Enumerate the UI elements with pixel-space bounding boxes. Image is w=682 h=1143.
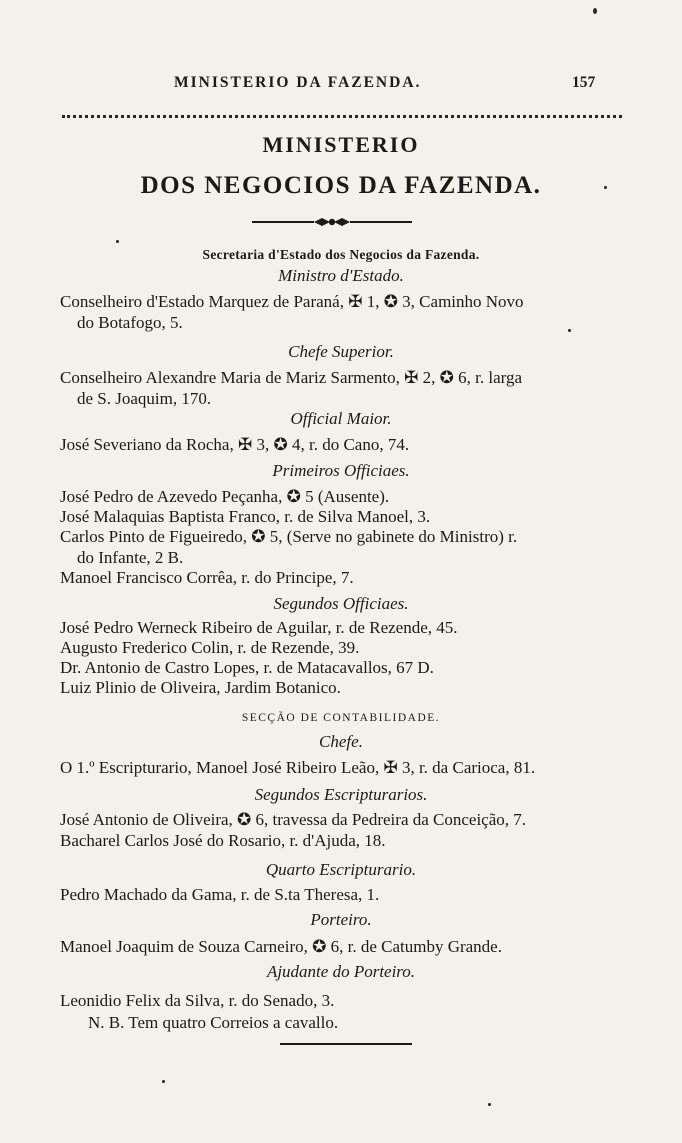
staff-entry: José Pedro Werneck Ribeiro de Aguilar, r. de Rezende, 45. bbox=[60, 618, 458, 637]
staff-entry: Dr. Antonio de Castro Lopes, r. de Matacavallos, 67 D. bbox=[60, 658, 434, 677]
staff-entry: Manoel Francisco Corrêa, r. do Principe, 7. bbox=[60, 568, 354, 587]
staff-entry-continuation: do Infante, 2 B. bbox=[77, 548, 184, 567]
staff-entry: José Antonio de Oliveira, ✪ 6, travessa da Pedreira da Conceição, 7. bbox=[60, 810, 527, 829]
staff-entry: José Severiano da Rocha, ✠ 3, ✪ 4, r. do Cano, 74. bbox=[60, 435, 410, 454]
section-title: Secretaria d'Estado dos Negocios da Fazenda. bbox=[202, 247, 480, 262]
ministry-title-line2: DOS NEGOCIOS DA FAZENDA. bbox=[140, 172, 542, 199]
staff-entry: Conselheiro Alexandre Maria de Mariz Sarmento, ✠ 2, ✪ 6, r. larga bbox=[60, 368, 523, 387]
role-heading: Quarto Escripturario. bbox=[265, 860, 417, 879]
role-heading: Chefe Superior. bbox=[288, 342, 394, 361]
role-heading: Chefe. bbox=[319, 732, 363, 751]
role-heading: Official Maior. bbox=[290, 409, 392, 428]
page-number: 157 bbox=[572, 74, 596, 91]
staff-entry: Conselheiro d'Estado Marquez de Paraná, ✠ 1, ✪ 3, Caminho Novo bbox=[60, 292, 524, 311]
staff-entry: Bacharel Carlos José do Rosario, r. d'Ajuda, 18. bbox=[60, 831, 386, 850]
ink-speck bbox=[568, 329, 571, 332]
role-heading: Segundos Escripturarios. bbox=[254, 785, 428, 804]
staff-entry: O 1.º Escripturario, Manoel José Ribeiro Leão, ✠ 3, r. da Carioca, 81. bbox=[60, 758, 536, 777]
note-line: N. B. Tem quatro Correios a cavallo. bbox=[88, 1013, 339, 1032]
ink-speck bbox=[116, 240, 119, 243]
running-head bbox=[0, 72, 682, 98]
header-rule bbox=[62, 115, 622, 118]
staff-entry: Manoel Joaquim de Souza Carneiro, ✪ 6, r. de Catumby Grande. bbox=[60, 937, 502, 956]
role-heading: Ajudante do Porteiro. bbox=[266, 962, 416, 981]
running-head-title: MINISTERIO DA FAZENDA. bbox=[174, 74, 422, 91]
ink-speck bbox=[593, 8, 597, 14]
role-heading: Porteiro. bbox=[310, 910, 372, 929]
ink-speck bbox=[604, 186, 607, 189]
ornament-divider-icon bbox=[252, 216, 412, 228]
staff-entry-continuation: de S. Joaquim, 170. bbox=[77, 389, 212, 408]
staff-entry: José Malaquias Baptista Franco, r. de Silva Manoel, 3. bbox=[60, 507, 431, 526]
role-heading: Primeiros Officiaes. bbox=[272, 461, 410, 480]
staff-entry: Carlos Pinto de Figueiredo, ✪ 5, (Serve no gabinete do Ministro) r. bbox=[60, 527, 518, 546]
ink-speck bbox=[162, 1080, 165, 1083]
end-rule bbox=[280, 1043, 412, 1045]
staff-entry: Luiz Plinio de Oliveira, Jardim Botanico. bbox=[60, 678, 341, 697]
staff-entry: Pedro Machado da Gama, r. de S.ta Theresa, 1. bbox=[60, 885, 380, 904]
ink-speck bbox=[488, 1103, 491, 1106]
staff-entry: José Pedro de Azevedo Peçanha, ✪ 5 (Ausente). bbox=[60, 487, 390, 506]
ministry-title-line1: MINISTERIO bbox=[262, 132, 420, 157]
subsection-title: SECÇÃO DE CONTABILIDADE. bbox=[241, 712, 441, 724]
role-heading: Segundos Officiaes. bbox=[273, 594, 409, 613]
staff-entry: Augusto Frederico Colin, r. de Rezende, 39. bbox=[60, 638, 360, 657]
staff-entry-continuation: do Botafogo, 5. bbox=[77, 313, 183, 332]
role-heading: Ministro d'Estado. bbox=[278, 266, 404, 285]
staff-entry: Leonidio Felix da Silva, r. do Senado, 3. bbox=[60, 991, 335, 1010]
